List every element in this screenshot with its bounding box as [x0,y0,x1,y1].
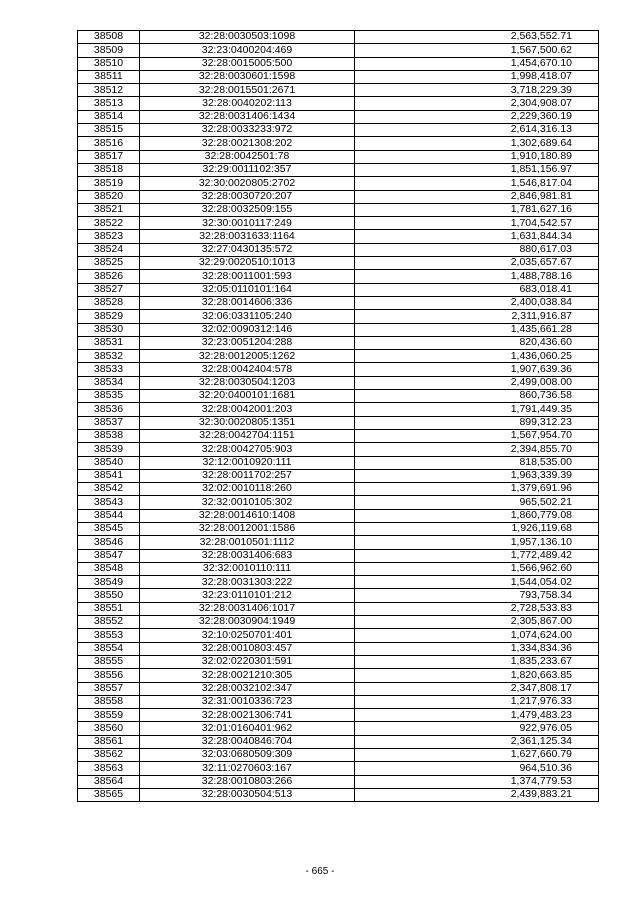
row-number: 38526 [78,270,140,283]
table-row [78,70,599,83]
cadastral-number: 32:28:0030504:1203 [140,376,355,389]
data-table-body [78,31,599,802]
amount: 818,535.00 [355,456,599,469]
amount: 1,998,418.07 [355,70,599,83]
cadastral-number: 32:02:0010118:260 [140,483,355,496]
table-row [78,257,599,270]
row-number: 38554 [78,642,140,655]
amount: 1,631,844.34 [355,230,599,243]
table-row [78,762,599,775]
row-number: 38535 [78,390,140,403]
row-number: 38512 [78,84,140,97]
cadastral-number: 32:05:0110101:164 [140,283,355,296]
table-row [78,416,599,429]
table-row [78,110,599,123]
row-number: 38552 [78,616,140,629]
amount: 2,347,808.17 [355,682,599,695]
cadastral-number: 32:28:0030503:1098 [140,31,355,44]
amount: 2,305,867.00 [355,616,599,629]
amount: 2,229,360.19 [355,110,599,123]
cadastral-number: 32:23:0051204:288 [140,336,355,349]
amount: 1,963,339.39 [355,469,599,482]
amount: 1,926,119.68 [355,522,599,535]
amount: 2,499,008.00 [355,376,599,389]
amount: 1,910,180.89 [355,150,599,163]
cadastral-number: 32:01:0160401:962 [140,722,355,735]
cadastral-number: 32:28:0032102:347 [140,682,355,695]
row-number: 38538 [78,429,140,442]
row-number: 38513 [78,97,140,110]
row-number: 38518 [78,163,140,176]
data-table [77,30,599,802]
table-row [78,695,599,708]
row-number: 38555 [78,655,140,668]
table-row [78,363,599,376]
amount: 2,304,908.07 [355,97,599,110]
table-row [78,483,599,496]
table-row [78,376,599,389]
amount: 1,820,663.85 [355,669,599,682]
table-row [78,310,599,323]
table-row [78,522,599,535]
cadastral-number: 32:30:0020805:2702 [140,177,355,190]
cadastral-number: 32:29:0020510:1013 [140,257,355,270]
row-number: 38543 [78,496,140,509]
table-row [78,576,599,589]
row-number: 38549 [78,576,140,589]
table-row [78,429,599,442]
amount: 1,567,500.62 [355,44,599,57]
amount: 683,018.41 [355,283,599,296]
row-number: 38551 [78,602,140,615]
cadastral-number: 32:28:0030601:1598 [140,70,355,83]
cadastral-number: 32:30:0010117:249 [140,217,355,230]
amount: 1,772,489.42 [355,549,599,562]
amount: 1,217,976.33 [355,695,599,708]
table-row [78,403,599,416]
table-row [78,616,599,629]
cadastral-number: 32:28:0011702:257 [140,469,355,482]
cadastral-number: 32:32:0010110:111 [140,562,355,575]
row-number: 38560 [78,722,140,735]
row-number: 38532 [78,350,140,363]
table-row [78,350,599,363]
amount: 2,846,981.81 [355,190,599,203]
amount: 1,435,661.28 [355,323,599,336]
table-row [78,243,599,256]
cadastral-number: 32:28:0010803:457 [140,642,355,655]
cadastral-number: 32:28:0030720:207 [140,190,355,203]
row-number: 38510 [78,57,140,70]
amount: 3,718,229.39 [355,84,599,97]
amount: 1,860,779.08 [355,509,599,522]
table-row [78,629,599,642]
cadastral-number: 32:28:0031406:1434 [140,110,355,123]
row-number: 38553 [78,629,140,642]
table-row [78,682,599,695]
row-number: 38509 [78,44,140,57]
table-row [78,31,599,44]
table-row [78,735,599,748]
cadastral-number: 32:28:0042001:203 [140,403,355,416]
table-row [78,150,599,163]
cadastral-number: 32:30:0020805:1351 [140,416,355,429]
amount: 965,502.21 [355,496,599,509]
amount: 1,851,156.97 [355,163,599,176]
amount: 1,835,233.67 [355,655,599,668]
cadastral-number: 32:23:0400204:469 [140,44,355,57]
table-row [78,177,599,190]
table-row [78,496,599,509]
cadastral-number: 32:28:0030904:1949 [140,616,355,629]
row-number: 38540 [78,456,140,469]
amount: 1,566,962.60 [355,562,599,575]
cadastral-number: 32:28:0042705:903 [140,443,355,456]
table-row [78,709,599,722]
table-row [78,84,599,97]
cadastral-number: 32:27:0430135:572 [140,243,355,256]
table-row [78,296,599,309]
amount: 2,614,316.13 [355,124,599,137]
cadastral-number: 32:28:0040846:704 [140,735,355,748]
row-number: 38547 [78,549,140,562]
table-row [78,44,599,57]
row-number: 38534 [78,376,140,389]
table-row [78,562,599,575]
row-number: 38517 [78,150,140,163]
row-number: 38545 [78,522,140,535]
cadastral-number: 32:28:0015005:500 [140,57,355,70]
table-row [78,190,599,203]
row-number: 38546 [78,536,140,549]
amount: 2,728,533.83 [355,602,599,615]
cadastral-number: 32:29:0011102:357 [140,163,355,176]
table-row [78,390,599,403]
row-number: 38528 [78,296,140,309]
cadastral-number: 32:12:0010920:111 [140,456,355,469]
cadastral-number: 32:28:0031303:222 [140,576,355,589]
row-number: 38548 [78,562,140,575]
table-row [78,722,599,735]
row-number: 38519 [78,177,140,190]
cadastral-number: 32:10:0250701:401 [140,629,355,642]
row-number: 38561 [78,735,140,748]
row-number: 38563 [78,762,140,775]
amount: 1,781,627.16 [355,203,599,216]
row-number: 38525 [78,257,140,270]
amount: 1,454,670.10 [355,57,599,70]
table-row [78,589,599,602]
amount: 2,311,916.87 [355,310,599,323]
cadastral-number: 32:28:0031406:683 [140,549,355,562]
table-row [78,137,599,150]
amount: 1,074,624.00 [355,629,599,642]
amount: 1,374,779.53 [355,775,599,788]
row-number: 38529 [78,310,140,323]
table-row [78,749,599,762]
row-number: 38557 [78,682,140,695]
cadastral-number: 32:28:0010501:1112 [140,536,355,549]
amount: 2,035,657.67 [355,257,599,270]
table-row [78,509,599,522]
cadastral-number: 32:28:0014610:1408 [140,509,355,522]
table-row [78,163,599,176]
amount: 820,436.60 [355,336,599,349]
cadastral-number: 32:28:0012001:1586 [140,522,355,535]
table-row [78,97,599,110]
cadastral-number: 32:28:0014606:336 [140,296,355,309]
row-number: 38533 [78,363,140,376]
amount: 1,546,817.04 [355,177,599,190]
row-number: 38514 [78,110,140,123]
row-number: 38544 [78,509,140,522]
row-number: 38537 [78,416,140,429]
row-number: 38556 [78,669,140,682]
amount: 1,544,054.02 [355,576,599,589]
cadastral-number: 32:20:0400101:1681 [140,390,355,403]
amount: 1,488,788.16 [355,270,599,283]
table-row [78,230,599,243]
amount: 860,736.58 [355,390,599,403]
table-row [78,270,599,283]
amount: 1,957,136.10 [355,536,599,549]
cadastral-number: 32:02:0220301:591 [140,655,355,668]
amount: 1,907,639.36 [355,363,599,376]
amount: 2,563,552.71 [355,31,599,44]
cadastral-number: 32:28:0021210:305 [140,669,355,682]
table-row [78,323,599,336]
amount: 2,400,038.84 [355,296,599,309]
table-row [78,469,599,482]
row-number: 38511 [78,70,140,83]
cadastral-number: 32:23:0110101:212 [140,589,355,602]
amount: 1,627,660.79 [355,749,599,762]
table-row [78,57,599,70]
row-number: 38562 [78,749,140,762]
cadastral-number: 32:28:0010803:266 [140,775,355,788]
row-number: 38565 [78,788,140,801]
table-row [78,669,599,682]
cadastral-number: 32:28:0031633:1164 [140,230,355,243]
row-number: 38508 [78,31,140,44]
cadastral-number: 32:28:0011001:593 [140,270,355,283]
table-row [78,456,599,469]
amount: 1,302,689.64 [355,137,599,150]
row-number: 38559 [78,709,140,722]
cadastral-number: 32:28:0033233:972 [140,124,355,137]
cadastral-number: 32:28:0032509:155 [140,203,355,216]
amount: 793,758.34 [355,589,599,602]
cadastral-number: 32:28:0031406:1017 [140,602,355,615]
row-number: 38524 [78,243,140,256]
table-row [78,124,599,137]
table-row [78,775,599,788]
amount: 2,394,855.70 [355,443,599,456]
cadastral-number: 32:02:0090312:146 [140,323,355,336]
cadastral-number: 32:03:0680509:309 [140,749,355,762]
table-row [78,655,599,668]
row-number: 38564 [78,775,140,788]
row-number: 38522 [78,217,140,230]
row-number: 38523 [78,230,140,243]
cadastral-number: 32:32:0010105:302 [140,496,355,509]
amount: 880,617.03 [355,243,599,256]
table-row [78,549,599,562]
cadastral-number: 32:31:0010336:723 [140,695,355,708]
amount: 2,439,883.21 [355,788,599,801]
amount: 1,791,449.35 [355,403,599,416]
row-number: 38539 [78,443,140,456]
amount: 1,479,483.23 [355,709,599,722]
cadastral-number: 32:28:0042404:578 [140,363,355,376]
amount: 1,567,954.70 [355,429,599,442]
row-number: 38515 [78,124,140,137]
cadastral-number: 32:11:0270603:167 [140,762,355,775]
amount: 922,976.05 [355,722,599,735]
table-row [78,602,599,615]
row-number: 38516 [78,137,140,150]
table-row [78,536,599,549]
table-row [78,443,599,456]
table-row [78,203,599,216]
cadastral-number: 32:28:0042501:78 [140,150,355,163]
row-number: 38542 [78,483,140,496]
row-number: 38527 [78,283,140,296]
row-number: 38550 [78,589,140,602]
cadastral-number: 32:28:0015501:2671 [140,84,355,97]
cadastral-number: 32:28:0040202:113 [140,97,355,110]
page-number: - 665 - [305,866,335,877]
cadastral-number: 32:28:0042704:1151 [140,429,355,442]
row-number: 38530 [78,323,140,336]
row-number: 38536 [78,403,140,416]
amount: 1,379,691.96 [355,483,599,496]
row-number: 38531 [78,336,140,349]
cadastral-number: 32:06:0331105:240 [140,310,355,323]
amount: 1,704,542.57 [355,217,599,230]
cadastral-number: 32:28:0012005:1262 [140,350,355,363]
amount: 2,361,125.34 [355,735,599,748]
amount: 899,312.23 [355,416,599,429]
cadastral-number: 32:28:0021308:202 [140,137,355,150]
table-row [78,217,599,230]
row-number: 38520 [78,190,140,203]
table-row [78,336,599,349]
amount: 1,436,060.25 [355,350,599,363]
row-number: 38521 [78,203,140,216]
amount: 964,510.36 [355,762,599,775]
row-number: 38558 [78,695,140,708]
table-row [78,642,599,655]
row-number: 38541 [78,469,140,482]
table-row [78,283,599,296]
cadastral-number: 32:28:0021306:741 [140,709,355,722]
cadastral-number: 32:28:0030504:513 [140,788,355,801]
table-row [78,788,599,801]
amount: 1,334,834.36 [355,642,599,655]
